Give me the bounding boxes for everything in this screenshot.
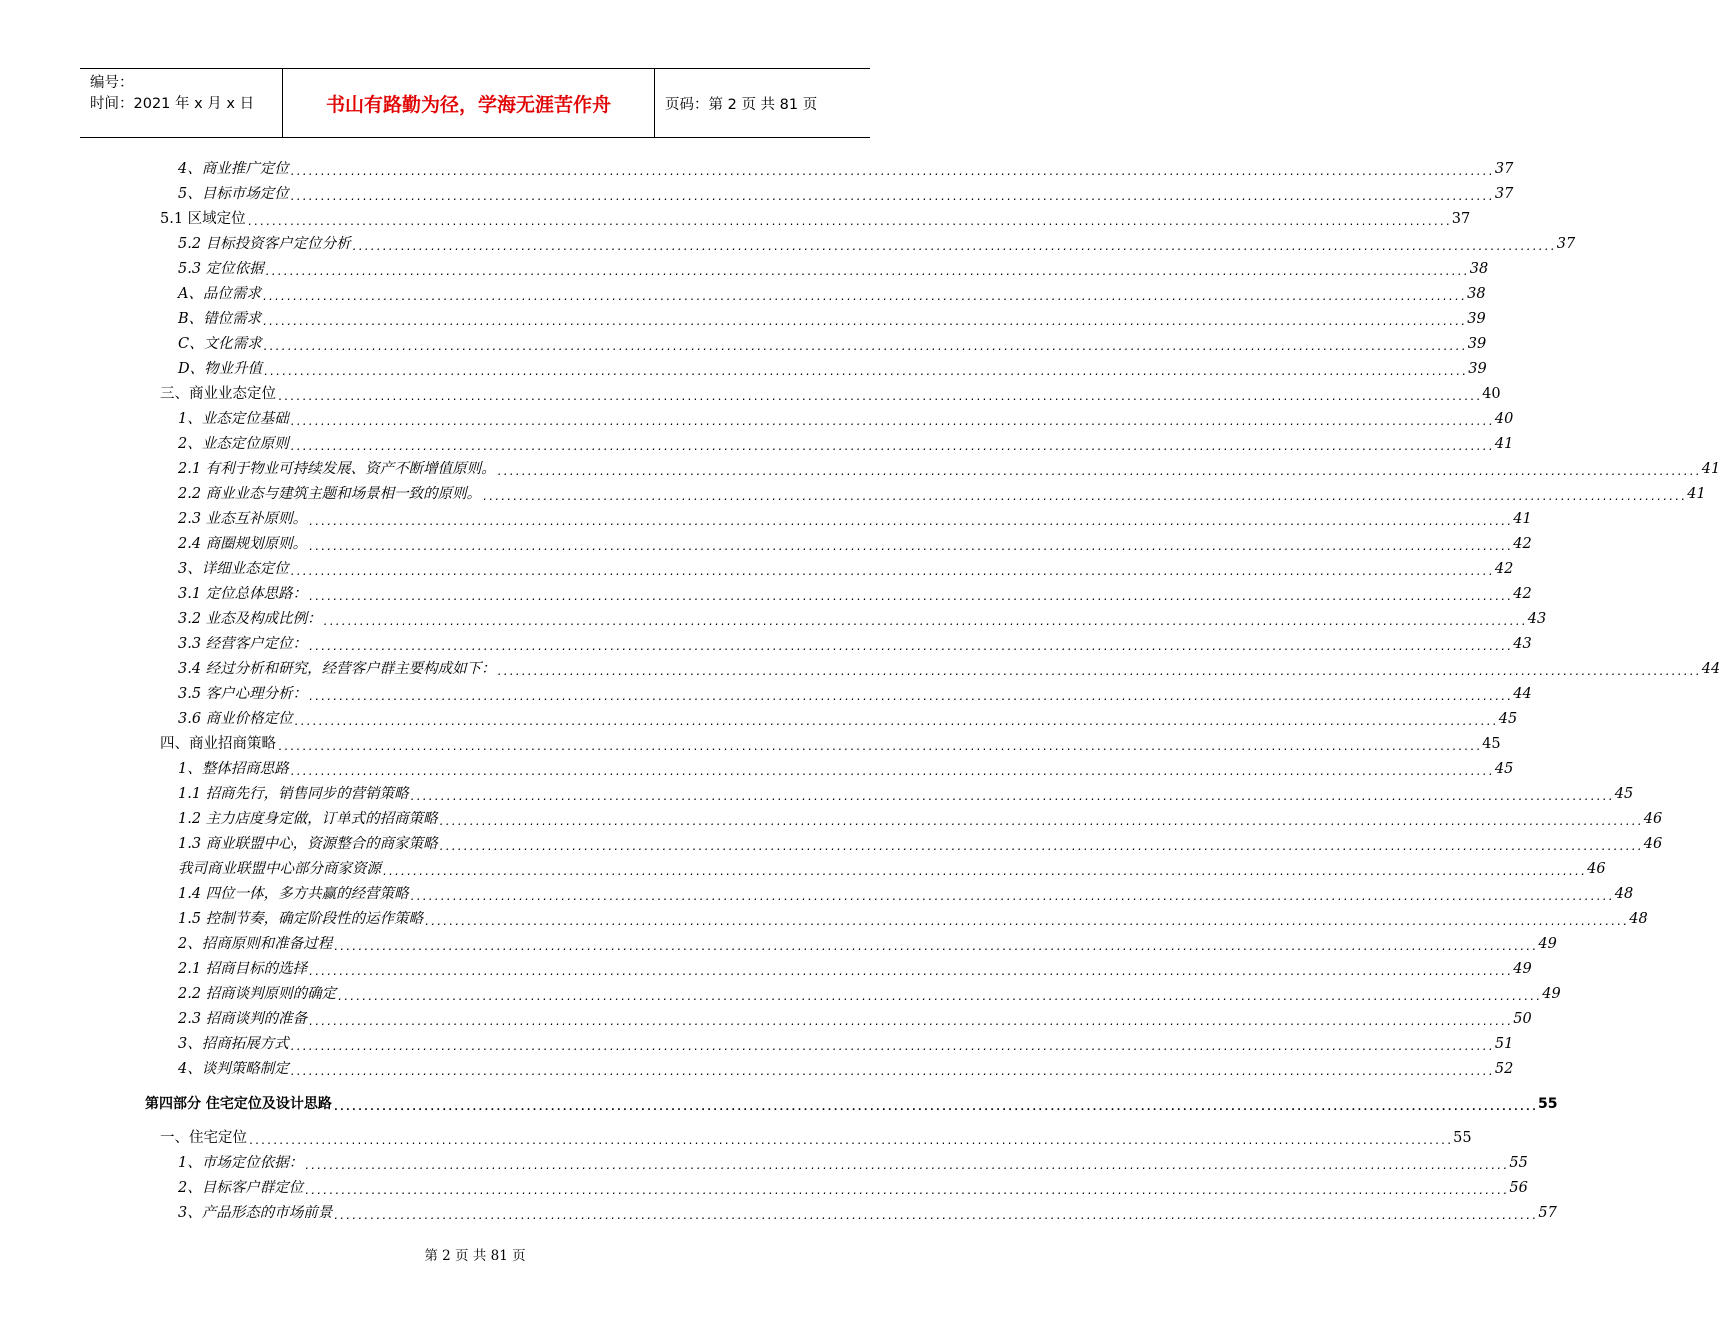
toc-entry[interactable] xyxy=(178,908,1648,930)
toc-leader-dots: ........................................................................................................................................................................................................ xyxy=(438,842,1643,853)
toc-entry[interactable] xyxy=(178,258,1489,280)
toc-entry-label: 4、谈判策略制定 xyxy=(178,1061,289,1077)
toc-entry[interactable] xyxy=(178,1008,1532,1030)
toc-leader-dots: ........................................................................................................................................................................................................ xyxy=(262,317,1467,328)
toc-entry-page: 41 xyxy=(1701,461,1720,477)
toc-entry-label: A、品位需求 xyxy=(178,286,261,302)
toc-entry[interactable] xyxy=(178,1152,1528,1174)
toc-entry-page: 38 xyxy=(1469,261,1489,277)
toc-entry-label: 2.3 业态互补原则。 xyxy=(178,511,308,527)
toc-leader-dots: ........................................................................................................................................................................................................ xyxy=(409,792,1614,803)
toc-entry[interactable] xyxy=(160,208,1471,230)
toc-leader-dots: ........................................................................................................................................................................................................ xyxy=(333,1211,1538,1222)
toc-entry-label: 3.2 业态及构成比例： xyxy=(178,611,322,627)
toc-leader-dots: ........................................................................................................................................................................................................ xyxy=(308,967,1513,978)
toc-leader-dots: ........................................................................................................................................................................................................ xyxy=(308,1017,1513,1028)
toc-leader-dots: ........................................................................................................................................................................................................ xyxy=(289,167,1494,178)
toc-entry[interactable] xyxy=(178,533,1532,555)
toc-entry[interactable] xyxy=(178,883,1634,905)
toc-entry-page: 56 xyxy=(1509,1180,1528,1196)
toc-entry-page: 43 xyxy=(1513,636,1532,652)
toc-entry-page: 42 xyxy=(1513,536,1532,552)
toc-entry-label: 1.4 四位一体，多方共赢的经营策略 xyxy=(178,886,409,902)
header-motto: 书山有路勤为径，学海无涯苦作舟 xyxy=(282,69,655,137)
toc-entry[interactable] xyxy=(178,783,1634,805)
toc-entry[interactable] xyxy=(178,558,1514,580)
toc-leader-dots: ........................................................................................................................................................................................................ xyxy=(308,542,1513,553)
toc-entry-page: 37 xyxy=(1556,236,1576,252)
toc-leader-dots: ........................................................................................................................................................................................................ xyxy=(277,392,1482,403)
toc-entry[interactable] xyxy=(178,958,1532,980)
toc-entry[interactable] xyxy=(178,308,1486,330)
toc-entry-label: 1、业态定位基础 xyxy=(178,411,289,427)
toc-entry-page: 55 xyxy=(1537,1096,1558,1112)
toc-entry-page: 45 xyxy=(1482,736,1501,752)
toc-entry[interactable] xyxy=(178,508,1532,530)
toc-entry-page: 41 xyxy=(1494,436,1514,452)
toc-entry[interactable] xyxy=(178,483,1706,505)
toc-entry[interactable] xyxy=(178,333,1487,355)
toc-leader-dots: ........................................................................................................................................................................................................ xyxy=(264,267,1469,278)
toc-entry-page: 49 xyxy=(1538,936,1557,952)
toc-entry[interactable] xyxy=(178,608,1547,630)
toc-leader-dots: ........................................................................................................................................................................................................ xyxy=(409,892,1614,903)
toc-leader-dots: ........................................................................................................................................................................................................ xyxy=(289,767,1494,778)
toc-entry[interactable] xyxy=(178,633,1532,655)
toc-leader-dots: ........................................................................................................................................................................................................ xyxy=(289,192,1494,203)
toc-entry-page: 45 xyxy=(1498,711,1518,727)
toc-entry[interactable] xyxy=(178,1058,1514,1080)
toc-leader-dots: ........................................................................................................................................................................................................ xyxy=(262,342,1467,353)
toc-entry-page: 55 xyxy=(1453,1130,1472,1146)
toc-entry[interactable] xyxy=(178,758,1514,780)
toc-entry-label: 2.2 招商谈判原则的确定 xyxy=(178,986,337,1002)
toc-leader-dots: ........................................................................................................................................................................................................ xyxy=(382,867,1587,878)
toc-leader-dots: ........................................................................................................................................................................................................ xyxy=(308,592,1513,603)
toc-entry[interactable] xyxy=(160,733,1501,755)
toc-entry-label: 1.5 控制节奏，确定阶段性的运作策略 xyxy=(178,911,424,927)
toc-entry-page: 45 xyxy=(1494,761,1514,777)
toc-entry[interactable] xyxy=(178,1033,1514,1055)
toc-entry[interactable] xyxy=(178,358,1487,380)
toc-entry[interactable] xyxy=(178,458,1720,480)
toc-entry-page: 46 xyxy=(1643,836,1663,852)
toc-entry[interactable] xyxy=(178,708,1518,730)
toc-entry[interactable] xyxy=(178,233,1576,255)
toc-entry-label: D、物业升值 xyxy=(178,361,263,377)
toc-entry-label: 2.4 商圈规划原则。 xyxy=(178,536,308,552)
toc-leader-dots: ........................................................................................................................................................................................................ xyxy=(308,642,1513,653)
page-footer: 第 2 页 共 81 页 xyxy=(424,1248,526,1264)
toc-entry-page: 46 xyxy=(1587,861,1606,877)
toc-leader-dots: ........................................................................................................................................................................................................ xyxy=(246,217,1451,228)
toc-entry[interactable] xyxy=(178,183,1514,205)
toc-leader-dots: ........................................................................................................................................................................................................ xyxy=(308,517,1513,528)
toc-entry-label: 2、业态定位原则 xyxy=(178,436,289,452)
toc-entry-page: 50 xyxy=(1513,1011,1532,1027)
toc-entry-label: 一、住宅定位 xyxy=(160,1130,247,1146)
toc-entry[interactable] xyxy=(178,433,1514,455)
toc-entry-label: 3.4 经过分析和研究，经营客户群主要构成如下： xyxy=(178,661,496,677)
toc-entry-page: 41 xyxy=(1687,486,1706,502)
toc-entry-page: 49 xyxy=(1513,961,1532,977)
toc-entry[interactable] xyxy=(178,858,1606,880)
toc-leader-dots: ........................................................................................................................................................................................................ xyxy=(293,717,1498,728)
toc-entry-label: 3、招商拓展方式 xyxy=(178,1036,289,1052)
toc-leader-dots: ........................................................................................................................................................................................................ xyxy=(496,667,1701,678)
toc-entry-label: 3.6 商业价格定位 xyxy=(178,711,293,727)
toc-leader-dots: ........................................................................................................................................................................................................ xyxy=(304,1161,1509,1172)
toc-leader-dots: ........................................................................................................................................................................................................ xyxy=(482,492,1687,503)
toc-entry-label: 2.2 商业业态与建筑主题和场景相一致的原则。 xyxy=(178,486,482,502)
toc-entry-label: 4、商业推广定位 xyxy=(178,161,289,177)
header-number-label: 编号： xyxy=(90,75,134,91)
toc-leader-dots: ........................................................................................................................................................................................................ xyxy=(261,292,1467,303)
toc-entry-page: 52 xyxy=(1494,1061,1514,1077)
toc-entry-page: 46 xyxy=(1643,811,1663,827)
header-page-info: 页码：第 2 页 共 81 页 xyxy=(665,96,818,113)
toc-entry-label: 第四部分 住宅定位及设计思路 xyxy=(145,1096,332,1112)
toc-leader-dots: ........................................................................................................................................................................................................ xyxy=(332,1102,1537,1113)
toc-entry-page: 42 xyxy=(1513,586,1532,602)
toc-entry-page: 57 xyxy=(1538,1205,1557,1221)
toc-entry-label: 3、详细业态定位 xyxy=(178,561,289,577)
toc-entry-label: 3.3 经营客户定位： xyxy=(178,636,308,652)
toc-entry-page: 38 xyxy=(1467,286,1486,302)
toc-leader-dots: ........................................................................................................................................................................................................ xyxy=(289,1067,1494,1078)
toc-entry-label: 1、市场定位依据： xyxy=(178,1155,304,1171)
toc-entry-label: C、文化需求 xyxy=(178,336,262,352)
toc-entry-label: 1.2 主力店度身定做，订单式的招商策略 xyxy=(178,811,438,827)
toc-entry-label: B、错位需求 xyxy=(178,311,262,327)
toc-entry-page: 37 xyxy=(1494,186,1514,202)
toc-entry[interactable] xyxy=(178,408,1514,430)
toc-entry-page: 37 xyxy=(1451,211,1471,227)
toc-entry-label: 2.1 招商目标的选择 xyxy=(178,961,308,977)
toc-leader-dots: ........................................................................................................................................................................................................ xyxy=(322,617,1527,628)
toc-leader-dots: ........................................................................................................................................................................................................ xyxy=(289,442,1494,453)
toc-entry-label: 5.1 区域定位 xyxy=(160,211,246,227)
toc-leader-dots: ........................................................................................................................................................................................................ xyxy=(263,367,1468,378)
toc-leader-dots: ........................................................................................................................................................................................................ xyxy=(424,917,1629,928)
toc-entry-label: 5、目标市场定位 xyxy=(178,186,289,202)
header-meta xyxy=(80,69,282,137)
toc-leader-dots: ........................................................................................................................................................................................................ xyxy=(333,942,1538,953)
toc-entry-label: 2、目标客户群定位 xyxy=(178,1180,304,1196)
toc-entry[interactable] xyxy=(160,383,1501,405)
toc-entry[interactable] xyxy=(178,658,1720,680)
toc-entry-label: 2.1 有利于物业可持续发展、资产不断增值原则。 xyxy=(178,461,496,477)
toc-entry-page: 40 xyxy=(1494,411,1514,427)
toc-leader-dots: ........................................................................................................................................................................................................ xyxy=(248,1136,1453,1147)
toc-entry-label: 1.1 招商先行，销售同步的营销策略 xyxy=(178,786,409,802)
toc-leader-dots: ........................................................................................................................................................................................................ xyxy=(304,1186,1509,1197)
toc-entry-page: 40 xyxy=(1482,386,1501,402)
toc-entry[interactable] xyxy=(160,1127,1472,1149)
toc-entry[interactable] xyxy=(178,983,1561,1005)
toc-entry-label: 1、整体招商思路 xyxy=(178,761,289,777)
toc-leader-dots: ........................................................................................................................................................................................................ xyxy=(308,692,1513,703)
toc-entry-label: 三、商业业态定位 xyxy=(160,386,276,402)
toc-entry-label: 1.3 商业联盟中心，资源整合的商家策略 xyxy=(178,836,438,852)
toc-entry[interactable] xyxy=(178,933,1557,955)
toc-entry-label: 5.3 定位依据 xyxy=(178,261,264,277)
toc-entry-page: 39 xyxy=(1468,361,1487,377)
toc-entry-page: 39 xyxy=(1467,311,1486,327)
toc-entry-label: 2.3 招商谈判的准备 xyxy=(178,1011,308,1027)
toc-entry-page: 41 xyxy=(1513,511,1532,527)
toc-entry-page: 51 xyxy=(1494,1036,1514,1052)
toc-entry-label: 3、产品形态的市场前景 xyxy=(178,1205,333,1221)
toc-leader-dots: ........................................................................................................................................................................................................ xyxy=(496,467,1701,478)
toc-entry-page: 44 xyxy=(1513,686,1532,702)
toc-entry-label: 我司商业联盟中心部分商家资源 xyxy=(178,861,381,877)
toc-entry-page: 43 xyxy=(1527,611,1547,627)
toc-entry[interactable] xyxy=(178,808,1663,830)
toc-entry[interactable] xyxy=(178,158,1514,180)
header-date: 时间：2021 年 x 月 x 日 xyxy=(90,96,255,112)
toc-entry-label: 四、商业招商策略 xyxy=(160,736,276,752)
page-header xyxy=(80,68,870,138)
toc-entry-page: 44 xyxy=(1701,661,1720,677)
toc-entry-page: 55 xyxy=(1509,1155,1528,1171)
toc-leader-dots: ........................................................................................................................................................................................................ xyxy=(337,992,1542,1003)
toc-entry-page: 48 xyxy=(1629,911,1648,927)
toc-entry-label: 3.1 定位总体思路： xyxy=(178,586,308,602)
toc-entry-page: 48 xyxy=(1614,886,1634,902)
toc-entry-label: 5.2 目标投资客户定位分析 xyxy=(178,236,351,252)
toc-entry-part[interactable] xyxy=(145,1093,1558,1115)
toc-entry[interactable] xyxy=(178,283,1486,305)
toc-entry-page: 42 xyxy=(1494,561,1514,577)
toc-leader-dots: ........................................................................................................................................................................................................ xyxy=(289,417,1494,428)
toc-entry-page: 37 xyxy=(1494,161,1514,177)
toc-entry[interactable] xyxy=(178,583,1532,605)
toc-entry[interactable] xyxy=(178,833,1663,855)
toc-entry-label: 3.5 客户心理分析： xyxy=(178,686,308,702)
toc-entry-page: 39 xyxy=(1467,336,1487,352)
toc-leader-dots: ........................................................................................................................................................................................................ xyxy=(289,1042,1494,1053)
toc-entry[interactable] xyxy=(178,1177,1528,1199)
toc-entry[interactable] xyxy=(178,1202,1557,1224)
toc-entry-page: 45 xyxy=(1614,786,1634,802)
toc-entry[interactable] xyxy=(178,683,1532,705)
toc-leader-dots: ........................................................................................................................................................................................................ xyxy=(277,742,1482,753)
toc-leader-dots: ........................................................................................................................................................................................................ xyxy=(438,817,1643,828)
toc-entry-page: 49 xyxy=(1542,986,1561,1002)
toc-entry-label: 2、招商原则和准备过程 xyxy=(178,936,333,952)
toc-leader-dots: ........................................................................................................................................................................................................ xyxy=(351,242,1556,253)
toc-leader-dots: ........................................................................................................................................................................................................ xyxy=(289,567,1494,578)
